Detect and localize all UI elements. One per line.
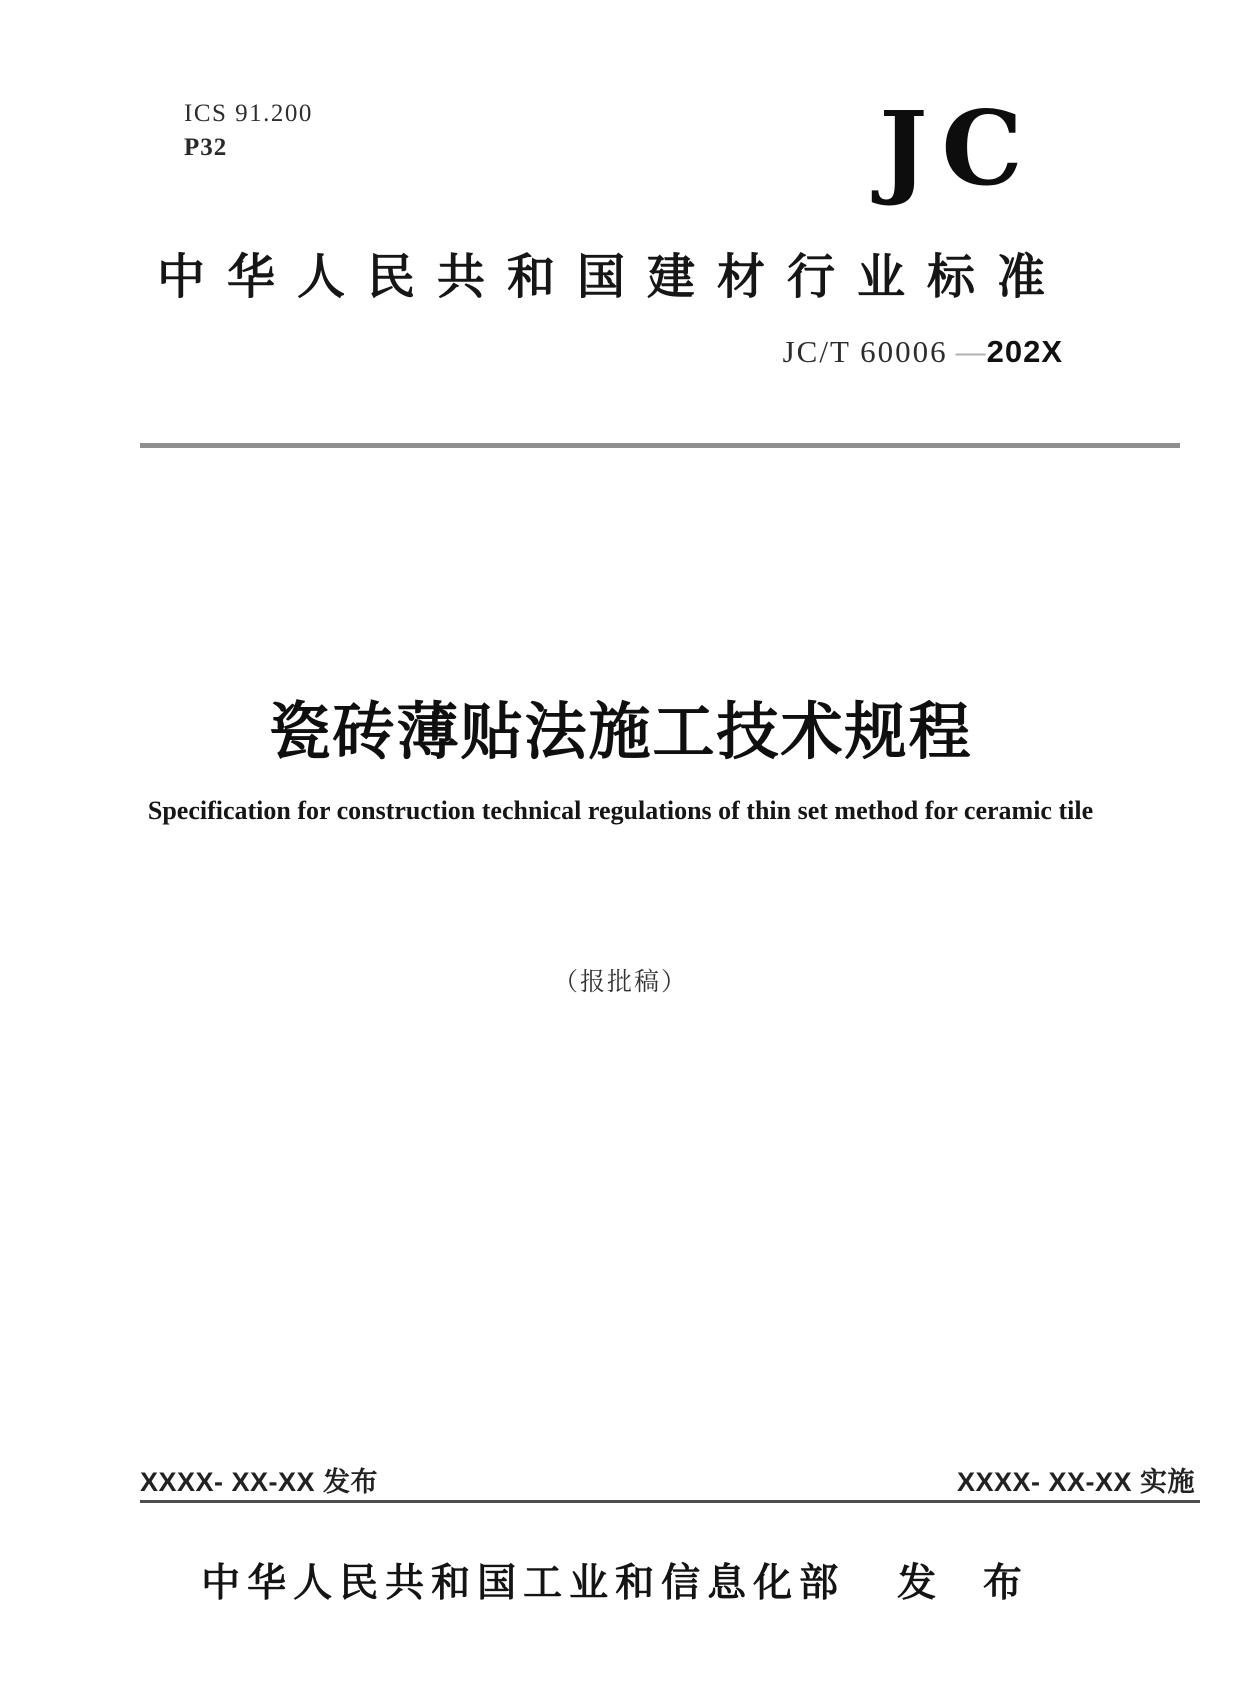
publish-action-label: 发 布 xyxy=(897,1562,1040,1605)
implement-date: XXXX- XX-XX 实施 xyxy=(956,1467,1195,1497)
standard-number xyxy=(783,334,1063,370)
issue-date: XXXX- XX-XX 发布 xyxy=(140,1467,379,1497)
publisher-row xyxy=(0,1552,1241,1608)
draft-status-note: （报批稿） xyxy=(552,968,688,996)
classification-code: P32 xyxy=(184,134,228,161)
footer-divider-rule xyxy=(140,1500,1200,1503)
header-divider-rule xyxy=(140,443,1180,448)
jc-logo: JC xyxy=(879,89,1037,209)
dates-row xyxy=(140,1460,1195,1499)
standard-category-title: 中华人民共和国建材行业标准 xyxy=(157,251,1068,304)
standard-number-dash: — xyxy=(955,336,986,369)
ics-code: ICS 91.200 xyxy=(184,100,313,127)
document-title-english: Specification for construction technical regulations of thin set method for ceramic tile xyxy=(147,796,1094,825)
publisher-name: 中华人民共和国工业和信息化部 xyxy=(201,1562,846,1605)
standard-number-year: 202X xyxy=(986,334,1063,369)
document-title-chinese: 瓷砖薄贴法施工技术规程 xyxy=(268,698,973,767)
standard-number-prefix: JC/T 60006 xyxy=(782,334,948,369)
